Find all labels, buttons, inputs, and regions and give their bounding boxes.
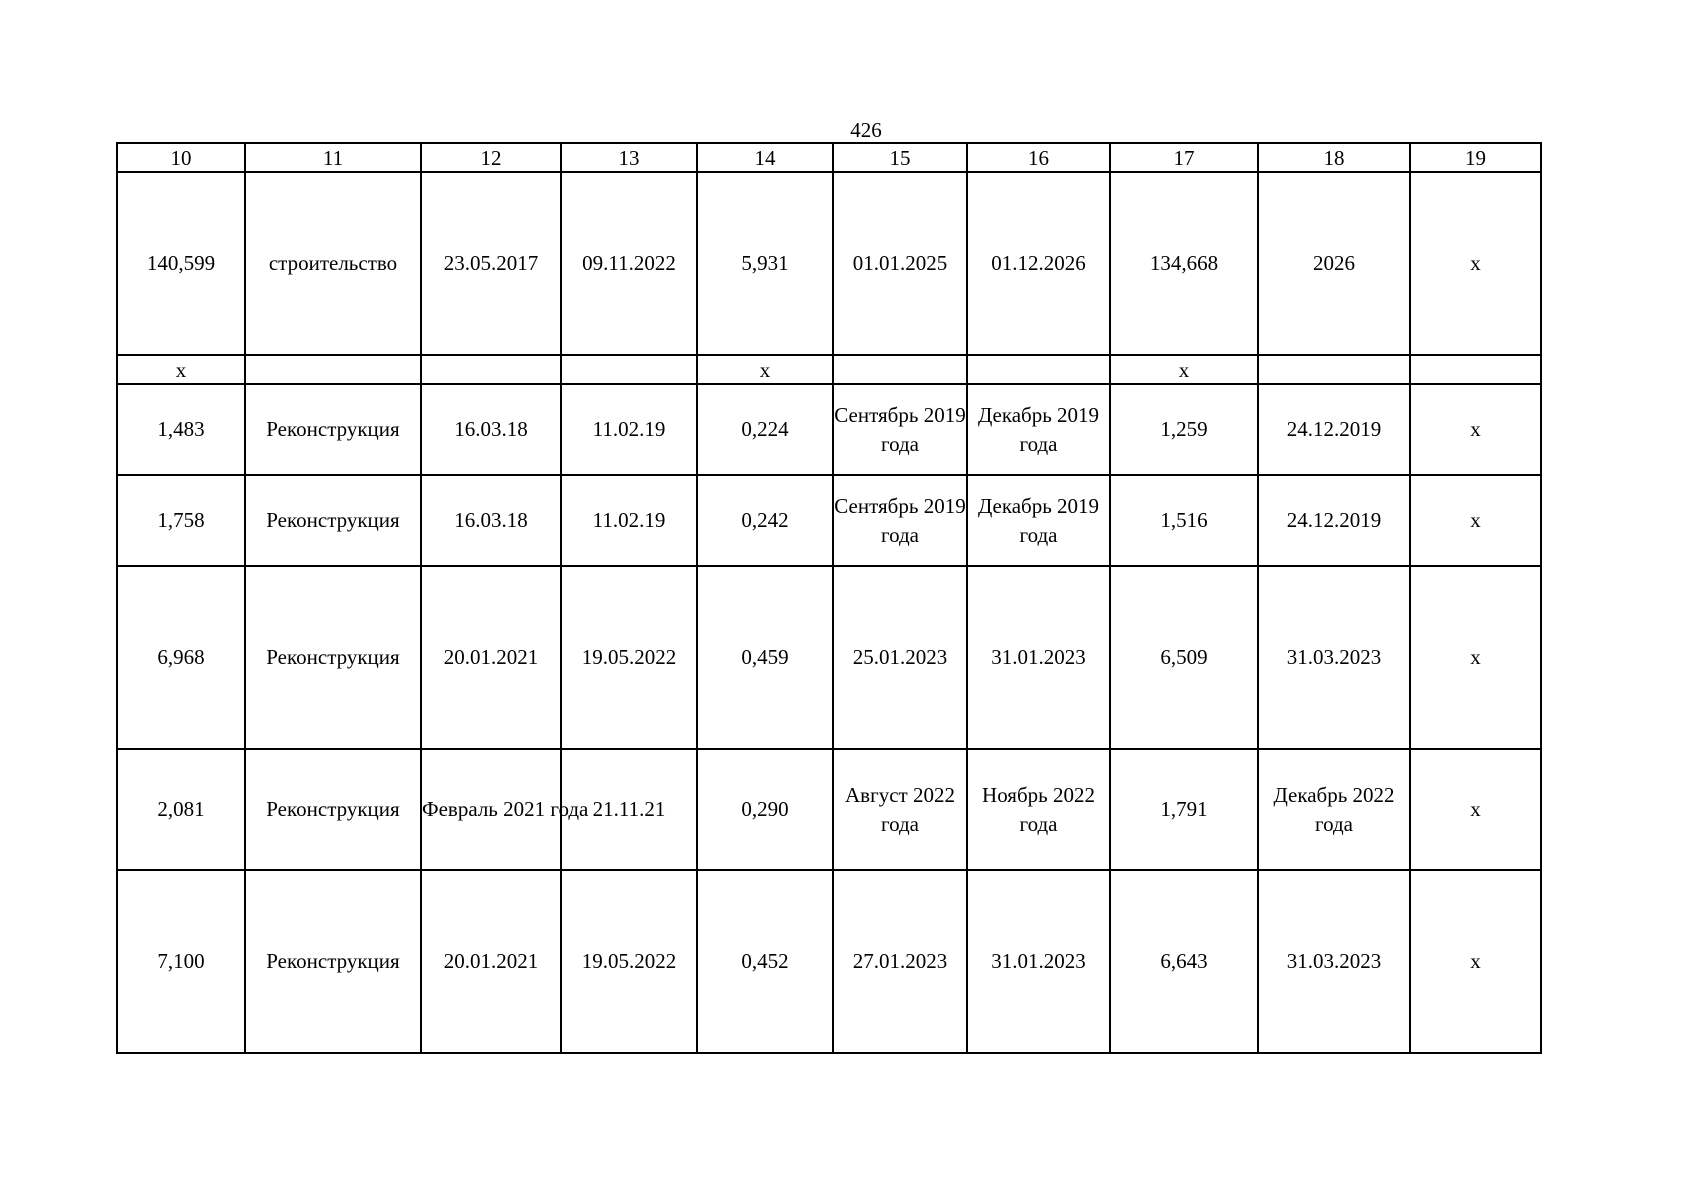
table-row [117, 172, 1541, 355]
table-cell: 1,483 [117, 384, 245, 475]
table-cell: х [1410, 566, 1541, 749]
table-cell: 31.01.2023 [967, 870, 1110, 1053]
table-cell: 134,668 [1110, 172, 1258, 355]
table-cell: 31.01.2023 [967, 566, 1110, 749]
table-cell: х [1410, 384, 1541, 475]
table-cell: 6,643 [1110, 870, 1258, 1053]
table-cell: Декабрь 2022 года [1258, 749, 1410, 870]
table-cell: х [1410, 870, 1541, 1053]
table-cell [561, 355, 697, 384]
header-cell: 17 [1110, 143, 1258, 172]
table-cell [1410, 355, 1541, 384]
table-cell: 0,452 [697, 870, 833, 1053]
table-cell: Реконструкция [245, 870, 421, 1053]
header-cell: 18 [1258, 143, 1410, 172]
table-cell: строительство [245, 172, 421, 355]
table-cell: х [1410, 172, 1541, 355]
table-row [117, 749, 1541, 870]
table-row [117, 384, 1541, 475]
table-cell: 24.12.2019 [1258, 475, 1410, 566]
header-cell: 13 [561, 143, 697, 172]
table-cell: 19.05.2022 [561, 566, 697, 749]
table-cell: 09.11.2022 [561, 172, 697, 355]
table-cell: 25.01.2023 [833, 566, 967, 749]
table-cell: 1,259 [1110, 384, 1258, 475]
table-cell: х [1110, 355, 1258, 384]
header-cell: 10 [117, 143, 245, 172]
table-row [117, 566, 1541, 749]
table-cell: 01.12.2026 [967, 172, 1110, 355]
table-cell: 16.03.18 [421, 384, 561, 475]
table-cell: 1,516 [1110, 475, 1258, 566]
table-cell: 31.03.2023 [1258, 870, 1410, 1053]
table-cell [245, 355, 421, 384]
table-cell: 0,242 [697, 475, 833, 566]
data-table [116, 142, 1542, 1054]
table-cell [421, 355, 561, 384]
table-cell: 24.12.2019 [1258, 384, 1410, 475]
table-cell [1258, 355, 1410, 384]
table-cell: Август 2022 года [833, 749, 967, 870]
table-cell: 5,931 [697, 172, 833, 355]
header-cell: 16 [967, 143, 1110, 172]
page-number: 426 [850, 118, 882, 142]
table-cell: Реконструкция [245, 384, 421, 475]
table-cell: Декабрь 2019 года [967, 475, 1110, 566]
table-cell: Сентябрь 2019 года [833, 384, 967, 475]
table-cell: Реконструкция [245, 475, 421, 566]
table-cell: 6,509 [1110, 566, 1258, 749]
table-cell: Сентябрь 2019 года [833, 475, 967, 566]
table-cell: 7,100 [117, 870, 245, 1053]
table-cell: х [1410, 749, 1541, 870]
header-cell: 12 [421, 143, 561, 172]
table-cell: Декабрь 2019 года [967, 384, 1110, 475]
table-row [117, 475, 1541, 566]
table-cell: 16.03.18 [421, 475, 561, 566]
table-cell: х [1410, 475, 1541, 566]
table-cell [833, 355, 967, 384]
table-row [117, 355, 1541, 384]
table-cell: 20.01.2021 [421, 870, 561, 1053]
table-cell: 140,599 [117, 172, 245, 355]
table-cell: 0,224 [697, 384, 833, 475]
table-cell: 01.01.2025 [833, 172, 967, 355]
table-cell [967, 355, 1110, 384]
header-cell: 15 [833, 143, 967, 172]
table-cell: 0,290 [697, 749, 833, 870]
table-cell: 1,791 [1110, 749, 1258, 870]
header-cell: 14 [697, 143, 833, 172]
table-cell: 0,459 [697, 566, 833, 749]
table-cell: Реконструкция [245, 749, 421, 870]
table-cell: 27.01.2023 [833, 870, 967, 1053]
table-cell: 2026 [1258, 172, 1410, 355]
table-cell: Реконструкция [245, 566, 421, 749]
table-cell: 20.01.2021 [421, 566, 561, 749]
table-cell: 23.05.2017 [421, 172, 561, 355]
table-cell: Февраль 2021 года [421, 749, 561, 870]
table-header-row [117, 143, 1541, 172]
table-cell: 1,758 [117, 475, 245, 566]
table-cell: 11.02.19 [561, 384, 697, 475]
table-cell: 2,081 [117, 749, 245, 870]
table-cell: 11.02.19 [561, 475, 697, 566]
table-cell: 31.03.2023 [1258, 566, 1410, 749]
table-cell: 6,968 [117, 566, 245, 749]
table-cell: х [697, 355, 833, 384]
table-cell: х [117, 355, 245, 384]
table-cell: 21.11.21 [561, 749, 697, 870]
table-cell: 19.05.2022 [561, 870, 697, 1053]
header-cell: 11 [245, 143, 421, 172]
table-row [117, 870, 1541, 1053]
table-cell: Ноябрь 2022 года [967, 749, 1110, 870]
header-cell: 19 [1410, 143, 1541, 172]
